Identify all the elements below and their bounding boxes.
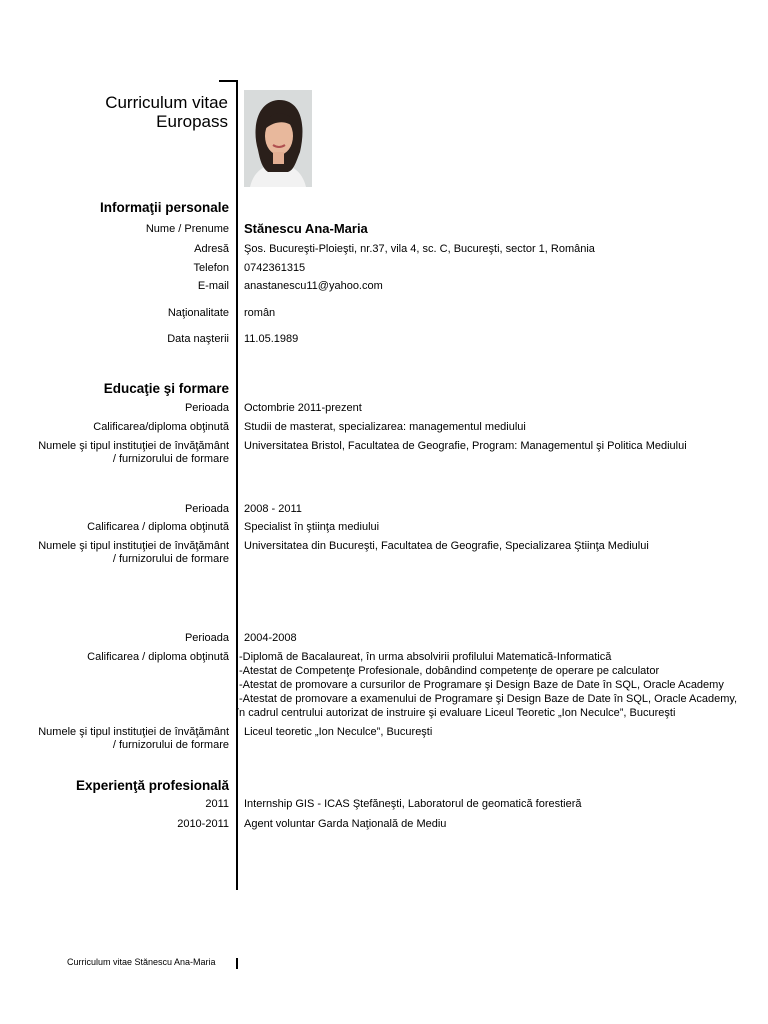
- address-value: Şos. Bucureşti-Ploieşti, nr.37, vila 4, sc. C, Bucureşti, sector 1, România: [244, 243, 595, 255]
- edu1-inst-label-2: / furnizorului de formare: [112, 453, 229, 465]
- edu3-period: 2004-2008: [244, 632, 297, 644]
- nationality-label: Naţionalitate: [167, 307, 229, 319]
- address-label: Adresă: [194, 243, 229, 255]
- footer-text: Curriculum vitae Stănescu Ana-Maria: [67, 957, 216, 967]
- section-education: Educaţie şi formare: [103, 381, 229, 396]
- edu3-qual-line-4: -Atestat de promovare a examenului de Programare şi Design Baze de Date în SQL, Oracle Academy,: [239, 693, 738, 705]
- footer-divider: [236, 958, 238, 969]
- edu3-qual-line-3: -Atestat de promovare a cursurilor de Programare şi Design Baze de Date în SQL, Oracle Academy: [239, 679, 724, 691]
- edu1-inst-label-1: Numele şi tipul instituţiei de învăţământ: [38, 440, 229, 452]
- edu2-inst-label-2: / furnizorului de formare: [112, 553, 229, 565]
- edu2-period: 2008 - 2011: [244, 503, 302, 515]
- edu3-qual-line-2: -Atestat de Competenţe Profesionale, dobândind competenţe de operare pe calculator: [239, 665, 660, 677]
- birthdate-label: Data naşterii: [167, 333, 229, 345]
- edu3-qual-line-1: -Diplomă de Bacalaureat, în urma absolvirii profilului Matematică-Informatică: [239, 651, 612, 663]
- email-value[interactable]: anastanescu11@yahoo.com: [244, 280, 383, 292]
- exp2-period: 2010-2011: [177, 818, 229, 830]
- edu3-inst-label-1: Numele şi tipul instituţiei de învăţământ: [38, 726, 229, 738]
- edu3-period-label: Perioada: [184, 632, 229, 644]
- edu1-qual-label: Calificarea/diploma obţinută: [93, 421, 229, 433]
- edu2-qual-label: Calificarea / diploma obţinută: [87, 521, 229, 533]
- phone-label: Telefon: [193, 262, 229, 274]
- edu2-qual: Specialist în ştiinţa mediului: [244, 521, 380, 533]
- cv-title-line2: Europass: [156, 112, 228, 131]
- edu2-inst-label-1: Numele şi tipul instituţiei de învăţământ: [38, 540, 229, 552]
- phone-value: 0742361315: [244, 262, 306, 274]
- name-label: Nume / Prenume: [145, 223, 229, 235]
- section-personal-info: Informaţii personale: [99, 200, 229, 215]
- top-tick-line: [219, 80, 237, 82]
- edu2-period-label: Perioada: [184, 503, 229, 515]
- exp2-desc: Agent voluntar Garda Naţională de Mediu: [244, 818, 447, 830]
- profile-photo: [244, 90, 312, 187]
- edu2-inst: Universitatea din Bucureşti, Facultatea de Geografie, Specializarea Ştiinţa Mediului: [244, 540, 649, 552]
- edu1-period: Octombrie 2011-prezent: [244, 402, 362, 414]
- birthdate-value: 11.05.1989: [244, 333, 299, 345]
- section-experience: Experienţă profesională: [75, 778, 229, 793]
- edu1-inst: Universitatea Bristol, Facultatea de Geografie, Program: Managementul şi Politica Mediului: [244, 440, 687, 452]
- cv-title-line1: Curriculum vitae: [105, 93, 228, 112]
- edu1-period-label: Perioada: [184, 402, 229, 414]
- edu3-inst-label-2: / furnizorului de formare: [112, 739, 229, 751]
- column-divider: [236, 80, 238, 890]
- nationality-value: român: [244, 307, 276, 319]
- exp1-desc: Internship GIS - ICAS Ştefăneşti, Laboratorul de geomatică forestieră: [244, 798, 582, 810]
- edu3-inst: Liceul teoretic „Ion Neculce”, Bucureşti: [244, 726, 433, 738]
- exp1-period: 2011: [205, 798, 229, 810]
- edu1-qual: Studii de masterat, specializarea: managementul mediului: [244, 421, 526, 433]
- edu3-qual-label: Calificarea / diploma obţinută: [87, 651, 229, 663]
- full-name: Stănescu Ana-Maria: [244, 221, 368, 236]
- edu3-qual-line-5: în cadrul centrului autorizat de instruire şi evaluare Liceul Teoretic „Ion Neculce”, Bucureşti: [236, 707, 676, 719]
- email-label: E-mail: [197, 280, 229, 292]
